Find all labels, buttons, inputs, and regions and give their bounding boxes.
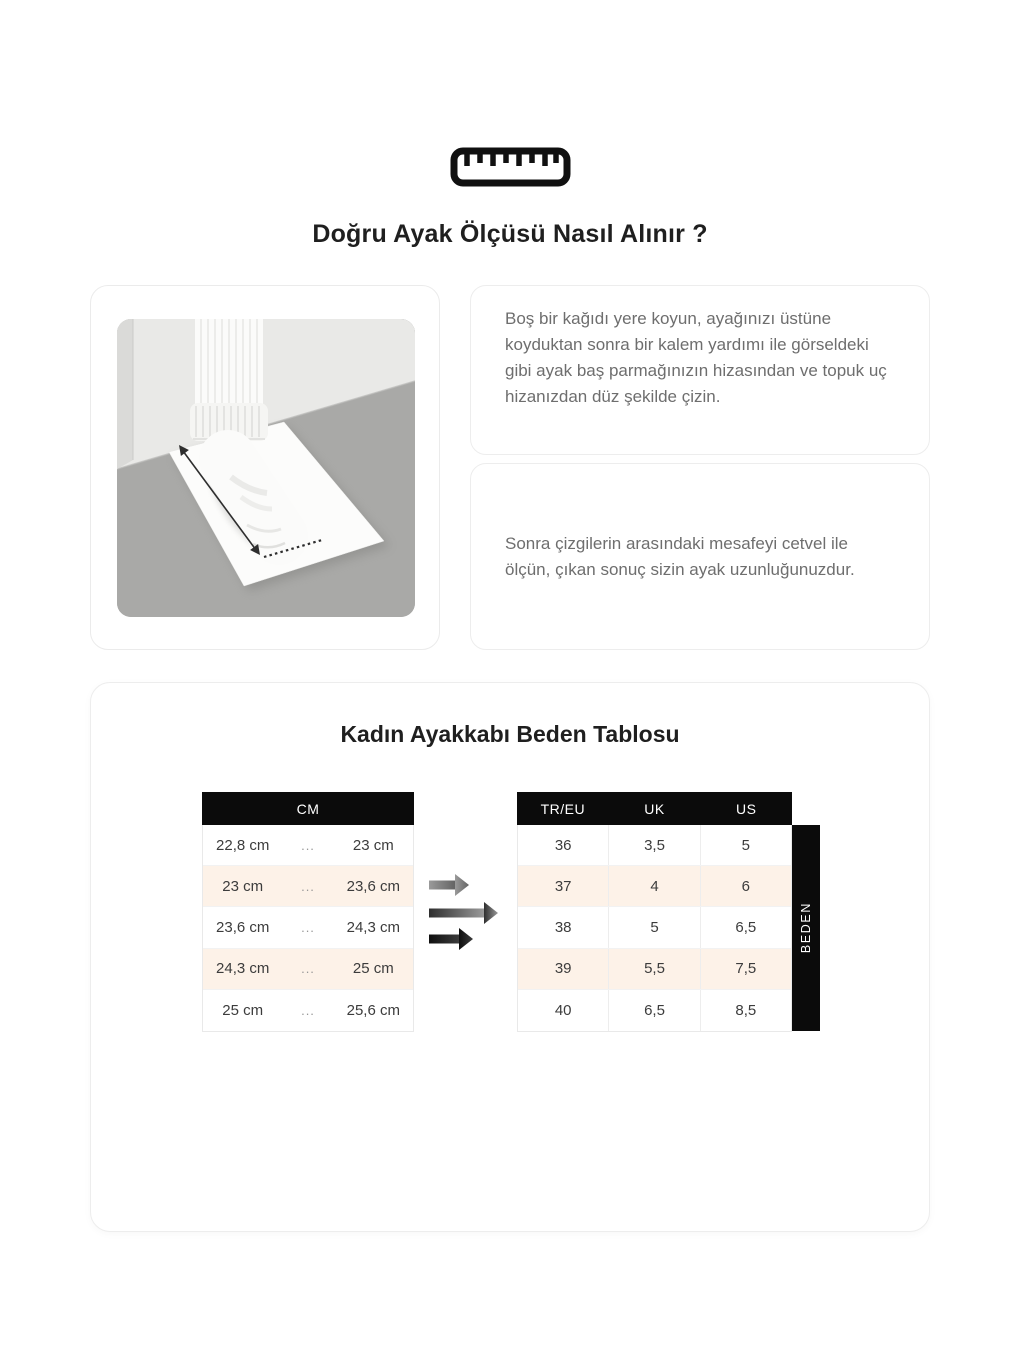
size-cell: 39 <box>554 960 572 978</box>
ruler-icon <box>0 147 1020 187</box>
instruction-card-2 <box>470 463 930 650</box>
size-table-section <box>90 682 930 1232</box>
conversion-arrows-icon <box>429 873 501 953</box>
size-cell: 5,5 <box>608 949 699 989</box>
instruction-step-1: Boş bir kağıdı yere koyun, ayağınızı üstüne koyduktan sonra bir kalem yardımı ile görseldeki gibi ayak baş parmağınızın hizasından ve topuk uç hizanızdan düz şekilde çizin. <box>505 309 887 406</box>
size-cell: 4 <box>608 866 699 906</box>
instruction-step-2: Sonra çizgilerin arasındaki mesafeyi cetvel ile ölçün, çıkan sonuç sizin ayak uzunluğunuzdur. <box>505 533 855 579</box>
how-to-section <box>90 285 930 650</box>
size-table-body <box>517 825 792 1032</box>
size-table-title: Kadın Ayakkabı Beden Tablosu <box>340 721 680 747</box>
size-table-row <box>518 907 791 948</box>
size-table-row <box>518 990 791 1031</box>
size-cell: 37 <box>554 877 572 895</box>
size-cell: 3,5 <box>608 825 699 865</box>
size-table-row <box>518 825 791 866</box>
size-cell: 7,5 <box>700 949 791 989</box>
col-header-uk: UK <box>644 800 665 817</box>
size-cell: 6,5 <box>608 990 699 1031</box>
size-cell: 6,5 <box>700 907 791 947</box>
size-cell: 5 <box>700 825 791 865</box>
size-table-header-row <box>517 792 792 825</box>
size-table-row <box>518 949 791 990</box>
size-cell: 38 <box>554 918 572 936</box>
size-cell: 36 <box>554 836 572 854</box>
beden-label-text: BEDEN <box>799 902 813 954</box>
foot-measure-photo <box>117 319 415 617</box>
cm-table-row: 23,6 cm ... 24,3 cm <box>203 907 413 948</box>
cm-table-row: 25 cm ... 25,6 cm <box>203 990 413 1031</box>
cm-table-row: 23 cm ... 23,6 cm <box>203 866 413 907</box>
size-table-row <box>518 866 791 907</box>
col-header-us: US <box>735 800 757 817</box>
cm-table-body <box>202 825 414 1032</box>
instruction-card-1 <box>470 285 930 455</box>
size-cell: 5 <box>608 907 699 947</box>
cm-table-row: 24,3 cm ... 25 cm <box>203 949 413 990</box>
instruction-cards <box>470 285 930 650</box>
col-header-tr-eu: TR/EU <box>540 800 586 817</box>
size-cell: 8,5 <box>700 990 791 1031</box>
foot-measure-image-card <box>90 285 440 650</box>
page-title: Doğru Ayak Ölçüsü Nasıl Alınır ? <box>312 220 708 248</box>
cm-table <box>202 792 414 1032</box>
cm-table-row: 22,8 cm ... 23 cm <box>203 825 413 866</box>
beden-side-label <box>792 825 820 1031</box>
size-conversion-table <box>517 792 792 1032</box>
size-cell: 40 <box>554 1001 572 1019</box>
size-tables <box>91 792 929 1032</box>
size-cell: 6 <box>700 866 791 906</box>
cm-table-header: CM <box>202 792 414 825</box>
